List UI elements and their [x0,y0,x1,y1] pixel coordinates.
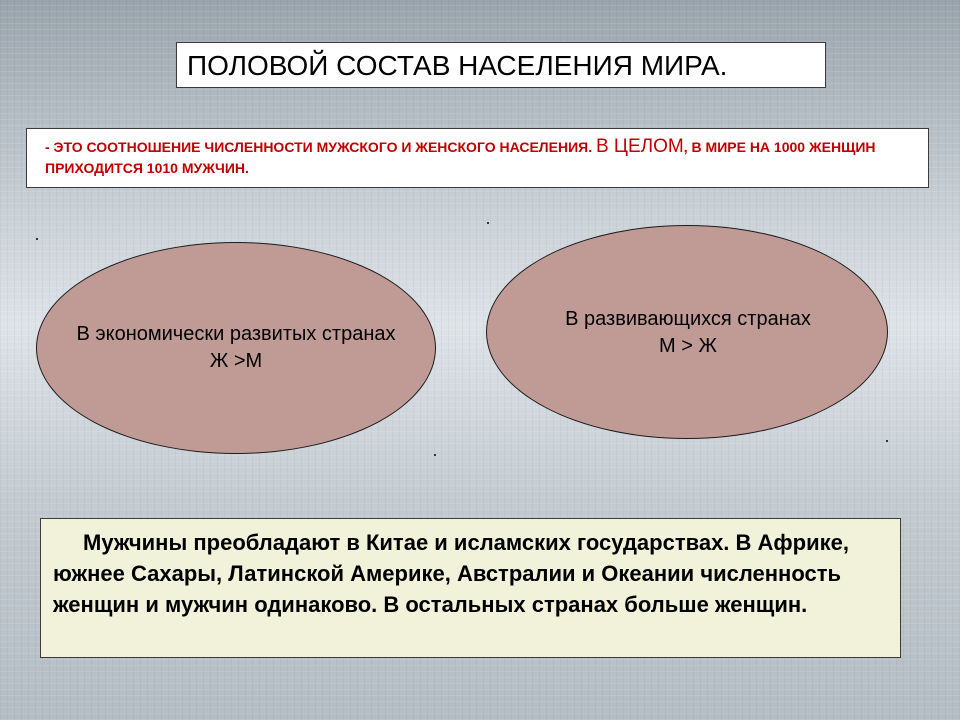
note-box: Мужчины преобладают в Китае и исламских государствах. В Африке, южнее Сахары, Латинской Америке, Австралии и Океании численность женщин и мужчин одинаково. В остальных странах больше женщин. [40,518,901,658]
definition-text-part1: - ЭТО СООТНОШЕНИЕ ЧИСЛЕННОСТИ МУЖСКОГО И ЖЕНСКОГО НАСЕЛЕНИЯ. [45,139,596,155]
handle-dot [434,454,436,456]
handle-dot [487,222,489,224]
handle-dot [36,238,38,240]
ellipse-developing-text [488,306,888,360]
ellipse-developed-ratio: Ж >М [209,350,263,372]
ellipse-developed-label: В экономически развитых странах [76,323,396,345]
slide-title: ПОЛОВОЙ СОСТАВ НАСЕЛЕНИЯ МИРА. [176,42,826,88]
definition-text-part3: , В МИРЕ НА 1000 ЖЕНЩИН ПРИХОДИТСЯ 1010 МУЖЧИН. [45,139,876,176]
ellipse-developing-ratio: М > Ж [659,335,717,357]
ellipse-developing-label: В развивающихся странах [565,308,811,330]
handle-dot [886,440,888,442]
definition-text-part2: В ЦЕЛОМ [595,136,684,157]
definition-box [26,128,929,188]
ellipse-developed-text [16,321,456,375]
